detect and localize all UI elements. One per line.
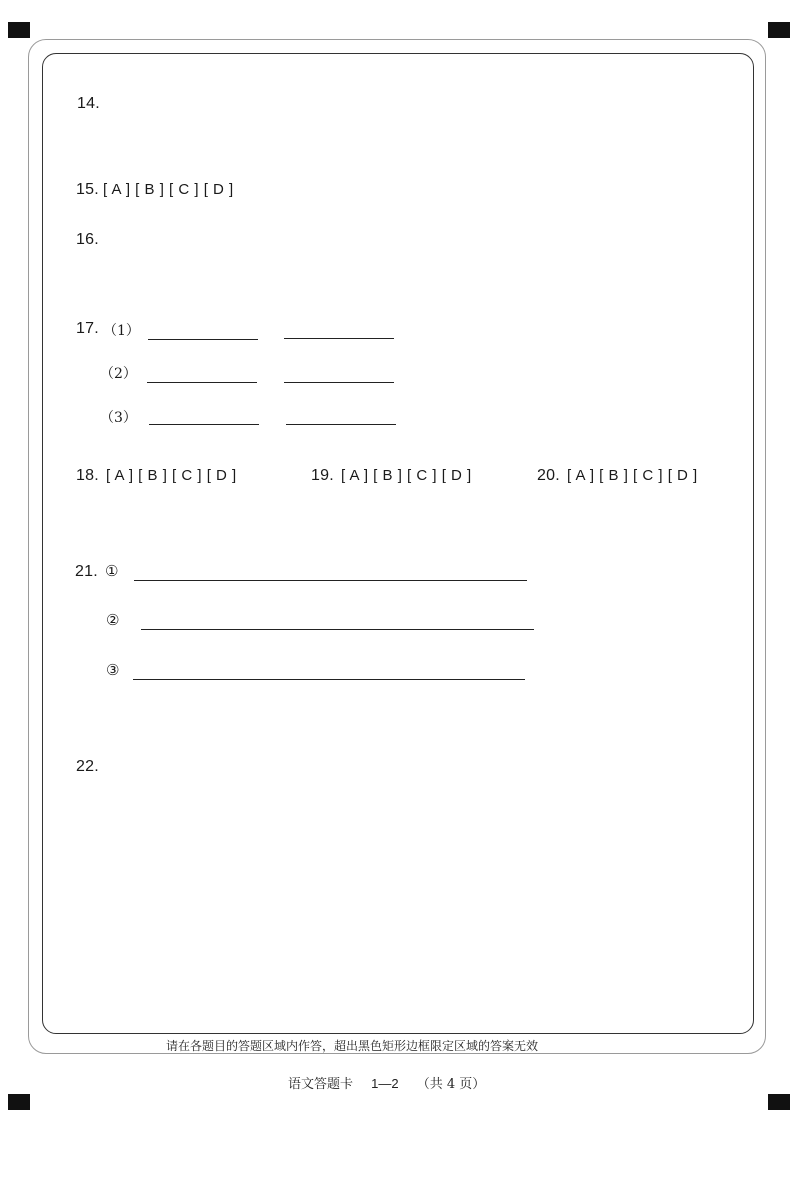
question-20-options[interactable]: [ A ] [ B ] [ C ] [ D ] — [567, 467, 698, 484]
question-21-part-2-label: ② — [106, 611, 120, 629]
question-17-part-1-label: （1） — [103, 323, 140, 339]
question-15-options[interactable]: [ A ] [ B ] [ C ] [ D ] — [103, 181, 234, 198]
question-16-number: 16. — [76, 231, 99, 248]
question-15-number: 15. — [76, 181, 99, 198]
question-22-number: 22. — [76, 758, 99, 775]
question-17-part-1-blank-a[interactable] — [148, 339, 258, 340]
registration-marker-top-left — [8, 22, 30, 38]
footer-total-pages: （共 4 页） — [416, 1077, 486, 1092]
question-17-part-3-blank-b[interactable] — [286, 424, 396, 425]
question-17-part-3-label: （3） — [100, 410, 137, 426]
question-21-part-3-blank[interactable] — [133, 679, 525, 680]
answer-area-notice: 请在各题目的答题区域内作答，超出黑色矩形边框限定区域的答案无效 — [166, 1039, 539, 1053]
question-14-number: 14. — [77, 95, 100, 112]
question-17-part-3-blank-a[interactable] — [149, 424, 259, 425]
question-21-part-3-label: ③ — [106, 661, 120, 679]
question-17-part-2-label: （2） — [100, 366, 137, 382]
question-17-part-2-blank-b[interactable] — [284, 382, 394, 383]
question-18-options[interactable]: [ A ] [ B ] [ C ] [ D ] — [106, 467, 237, 484]
page-footer — [288, 1073, 485, 1092]
question-17-part-2-blank-a[interactable] — [147, 382, 257, 383]
footer-page-number: 1—2 — [371, 1076, 399, 1091]
question-21-part-2-blank[interactable] — [141, 629, 534, 630]
question-21-number: 21. — [75, 563, 98, 580]
question-19-number: 19. — [311, 467, 334, 484]
question-20-number: 20. — [537, 467, 560, 484]
question-21-part-1-blank[interactable] — [134, 580, 527, 581]
question-17-part-1-blank-b[interactable] — [284, 338, 394, 339]
question-19-options[interactable]: [ A ] [ B ] [ C ] [ D ] — [341, 467, 472, 484]
footer-title: 语文答题卡 — [288, 1077, 354, 1092]
registration-marker-bottom-left — [8, 1094, 30, 1110]
question-21-part-1-label: ① — [105, 562, 119, 580]
answer-area-border — [42, 53, 754, 1034]
registration-marker-bottom-right — [768, 1094, 790, 1110]
question-18-number: 18. — [76, 467, 99, 484]
registration-marker-top-right — [768, 22, 790, 38]
question-17-number: 17. — [76, 320, 99, 337]
